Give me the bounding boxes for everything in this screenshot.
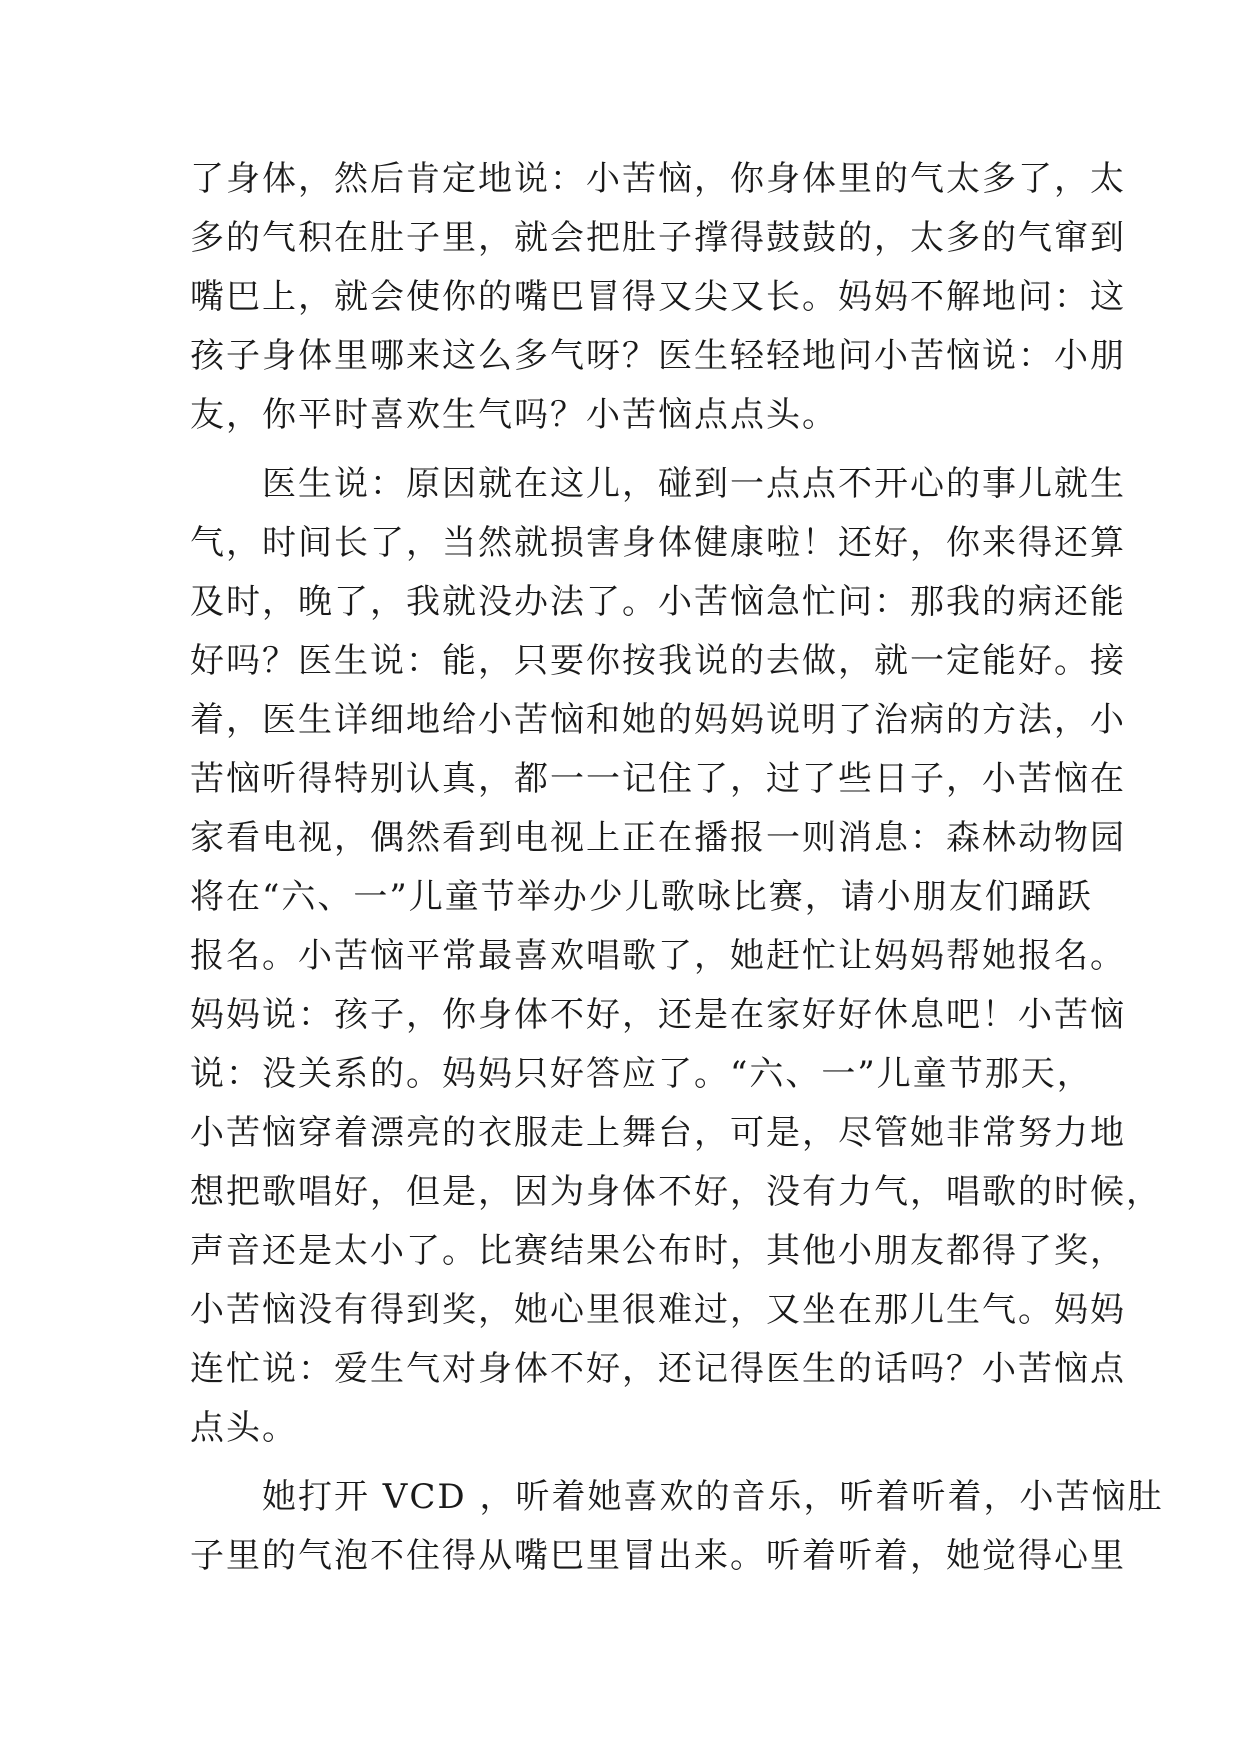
text-line: 小苦恼穿着漂亮的衣服走上舞台，可是，尽管她非常努力地 [190,1113,1126,1153]
text-line: 着，医生详细地给小苦恼和她的妈妈说明了治病的方法，小 [190,700,1126,740]
text-line: 点头。 [190,1408,298,1448]
text-line: 妈妈说：孩子，你身体不好，还是在家好好休息吧！小苦恼 [190,995,1126,1035]
paragraph-1 [190,150,1126,445]
paragraph-3 [190,1468,1164,1586]
paragraph-2 [190,455,1162,1458]
story-text [190,150,1164,1586]
text-line: 子里的气泡不住得从嘴巴里冒出来。听着听着，她觉得心里 [190,1536,1126,1576]
text-line: 想把歌唱好，但是，因为身体不好，没有力气，唱歌的时候， [190,1172,1162,1212]
text-line: 将在“六、一”儿童节举办少儿歌咏比赛，请小朋友们踊跃 [190,877,1093,917]
text-line: 家看电视，偶然看到电视上正在播报一则消息：森林动物园 [190,818,1126,858]
text-line: 孩子身体里哪来这么多气呀？医生轻轻地问小苦恼说：小朋 [190,336,1126,376]
text-line: 好吗？医生说：能，只要你按我说的去做，就一定能好。接 [190,641,1126,681]
text-line: 声音还是太小了。比赛结果公布时，其他小朋友都得了奖， [190,1231,1126,1271]
text-line: 她打开 VCD ，听着她喜欢的音乐，听着听着，小苦恼肚 [262,1477,1164,1517]
text-line: 连忙说：爱生气对身体不好，还记得医生的话吗？小苦恼点 [190,1349,1126,1389]
text-line: 气，时间长了，当然就损害身体健康啦！还好，你来得还算 [190,523,1126,563]
text-line: 多的气积在肚子里，就会把肚子撑得鼓鼓的，太多的气窜到 [190,218,1126,258]
text-line: 小苦恼没有得到奖，她心里很难过，又坐在那儿生气。妈妈 [190,1290,1126,1330]
text-line: 了身体，然后肯定地说：小苦恼，你身体里的气太多了，太 [190,159,1126,199]
text-line: 友，你平时喜欢生气吗？小苦恼点点头。 [190,395,838,435]
text-line: 苦恼听得特别认真，都一一记住了，过了些日子，小苦恼在 [190,759,1126,799]
text-line: 报名。小苦恼平常最喜欢唱歌了，她赶忙让妈妈帮她报名。 [190,936,1126,976]
text-line: 说：没关系的。妈妈只好答应了。“六、一”儿童节那天， [190,1054,1093,1094]
text-line: 及时，晚了，我就没办法了。小苦恼急忙问：那我的病还能 [190,582,1126,622]
text-line: 嘴巴上，就会使你的嘴巴冒得又尖又长。妈妈不解地问：这 [190,277,1126,317]
text-line: 医生说：原因就在这儿，碰到一点点不开心的事儿就生 [262,464,1126,504]
